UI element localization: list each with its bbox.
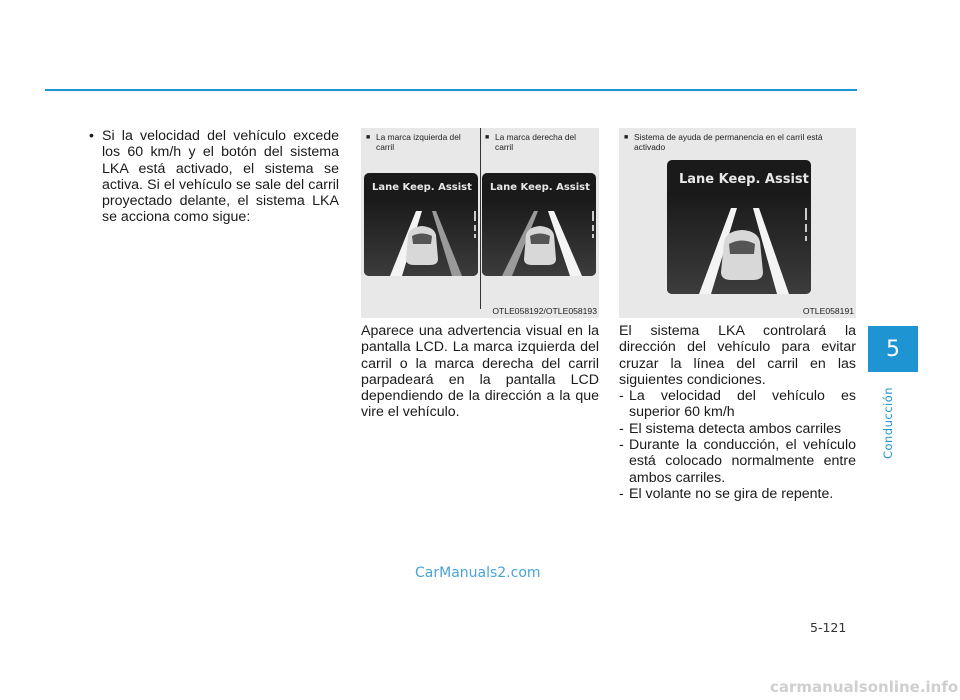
lane-car-illustration-icon (364, 173, 478, 276)
caption-lka-active (624, 133, 852, 152)
dash-marker: - (619, 420, 624, 437)
caption-right-text: La marca derecha del carril (495, 132, 577, 152)
list-item-text: El volante no se gira de repente. (629, 485, 834, 502)
car-icon (406, 226, 438, 265)
list-item (619, 486, 856, 502)
list-item (619, 437, 856, 486)
screen-title: Lane Keep. Assist (372, 182, 472, 193)
column1-bullet-paragraph (89, 128, 339, 226)
figure-divider (480, 128, 481, 309)
chapter-number: 5 (886, 336, 900, 362)
list-item-text: Durante la conducción, el vehículo está colocado normalmente entre ambos carriles. (629, 437, 856, 486)
square-marker-icon: ■ (624, 134, 629, 141)
watermark-link[interactable]: CarManuals2.com (415, 565, 541, 581)
list-item-text: El sistema detecta ambos carriles (629, 420, 842, 437)
figure-lane-marks (361, 128, 599, 318)
chapter-name-vertical (868, 378, 908, 468)
chapter-name: Conducción (881, 386, 896, 460)
column3-intro: El sistema LKA controlará la dirección del vehículo para evitar cruzar la línea del carril en las siguientes condiciones. (619, 323, 856, 388)
lcd-screen-left (364, 173, 478, 276)
square-marker-icon: ■ (366, 134, 371, 141)
column3-section (619, 323, 856, 502)
screen-title: Lane Keep. Assist (679, 172, 809, 187)
lane-car-illustration-icon (667, 160, 811, 294)
chapter-number-tab (868, 326, 918, 372)
figure-lka-active (619, 128, 856, 318)
figure-code: OTLE058191 (802, 306, 854, 316)
caption-text: Sistema de ayuda de permanencia en el carril está activado (634, 132, 823, 152)
figure-code: OTLE058192/OTLE058193 (492, 306, 597, 316)
square-marker-icon: ■ (485, 134, 490, 141)
list-item-text: La velocidad del vehículo es superior 60 km/h (629, 388, 856, 421)
car-icon (524, 226, 556, 265)
page-number: 5-121 (810, 620, 847, 635)
column2-paragraph: Aparece una advertencia visual en la pantalla LCD. La marca izquierda del carril o la marca derecha del carril parpadeará en la pantalla LCD dependiendo de la dirección a la que vire el vehículo. (361, 323, 599, 421)
list-item (619, 388, 856, 421)
dash-marker: - (619, 485, 624, 502)
list-item (619, 421, 856, 437)
header-rule (45, 89, 857, 91)
lane-car-illustration-icon (482, 173, 596, 276)
lcd-screen-right (482, 173, 596, 276)
screen-title: Lane Keep. Assist (490, 182, 590, 193)
caption-right-mark (485, 133, 593, 152)
lcd-screen (667, 160, 811, 294)
dash-marker: - (619, 388, 624, 405)
car-icon (721, 230, 763, 280)
column1-text: Si la velocidad del vehículo excede los 60 km/h y el botón del sistema LKA está activado, el sistema se activa. Si el vehículo se sale del carril proyectado delante, el sistema LKA se acciona como sigue: (102, 128, 339, 226)
footer-watermark: carmanualsonline.info (770, 678, 959, 696)
caption-left-text: La marca izquierda del carril (376, 132, 461, 152)
bullet-marker: • (89, 128, 94, 144)
caption-left-mark (366, 133, 474, 152)
dash-marker: - (619, 437, 624, 454)
